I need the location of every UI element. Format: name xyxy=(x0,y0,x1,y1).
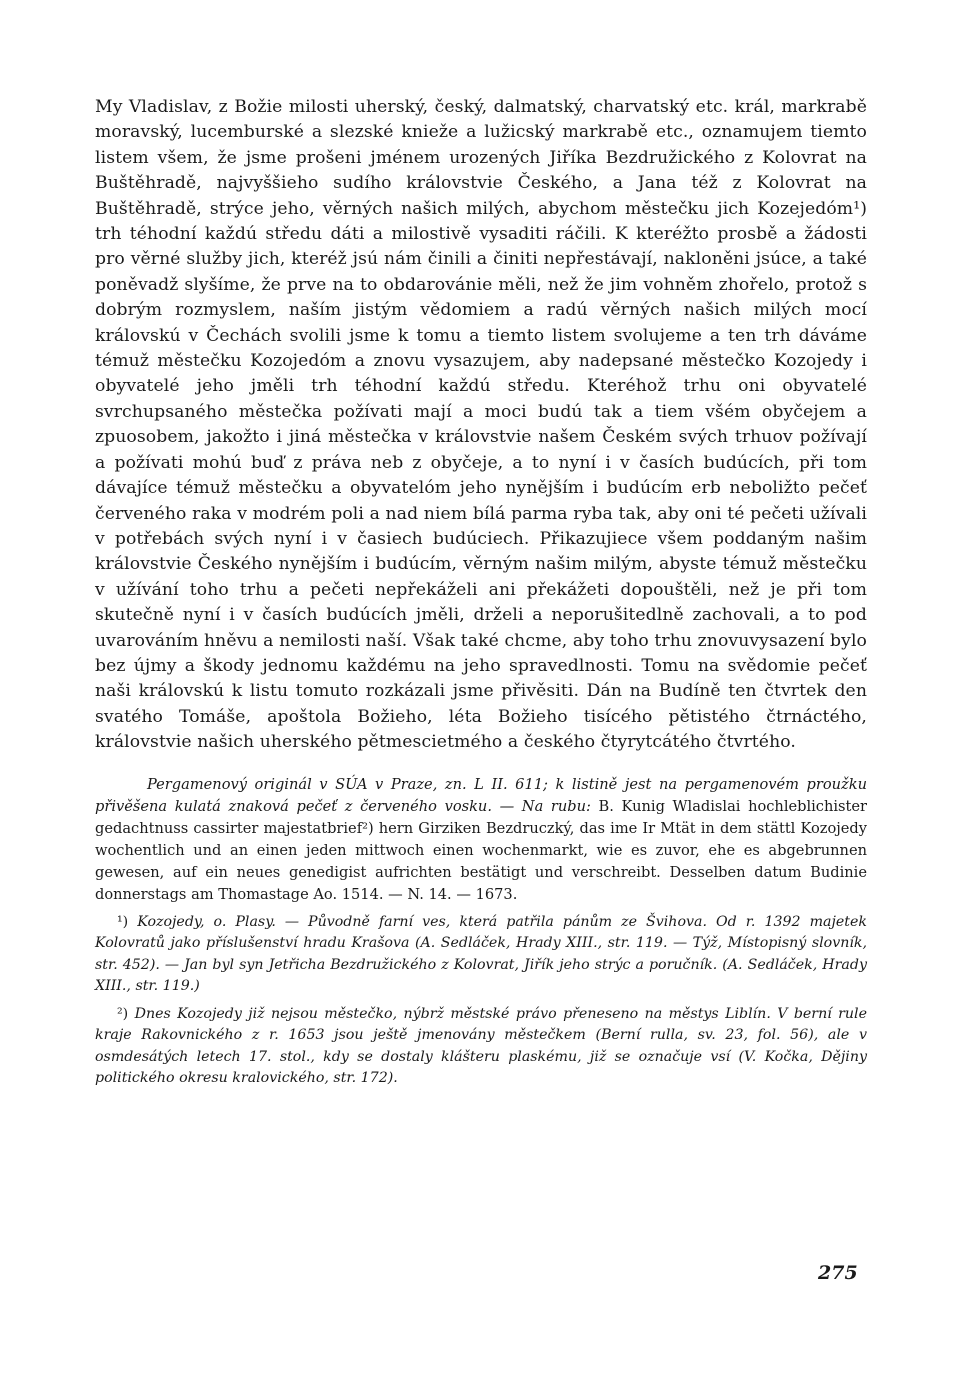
footnote-1-mark: ¹) xyxy=(117,913,129,930)
source-note-italic: Pergamenový originál v SÚA v Praze, zn. L II. 611; k listině jest na pergamenovém proužku přivěšena kulatá znaková pečeť z červeného vosku. — Na rubu: xyxy=(95,775,867,815)
footnote-1-text: Kozojedy, o. Plasy. — Původně farní ves, která patřila pánům ze Švihova. Od r. 1392 majetek Kolovratů jako příslušenství hradu Krašova (A. Sedláček, Hrady XIII., str. 119. — Týž, Místopisný slovník, str. 452). — Jan byl syn Jetřicha Bezdružického z Kolovrat, Jiřík jeho strýc a poručník. (A. Sedláček, Hrady XIII., str. 119.) xyxy=(95,913,867,995)
footnote-2 xyxy=(95,1004,867,1090)
footnote-2-mark: ²) xyxy=(117,1005,129,1022)
charter-text: My Vladislav, z Božie milosti uherský, český, dalmatský, charvatský etc. král, markrabě moravský, lucemburské a slezské knieže a lužicský markrabě etc., oznamujem tiemto listem všem, že jsme prošeni jménem urozených Jiříka Bezdružického z Kolovrat na Buštěhradě, najvyššieho sudího královstvie Českého, a Jana též z Kolovrat na Buštěhradě, strýce jeho, věrných našich milých, abychom městečku jich Kozejedóm¹) trh téhodní každú středu dáti a milostivě vysaditi ráčili. K kteréžto prosbě a žádosti pro věrné služby jich, kteréž jsú nám činili a činiti nepřestávají, nakloněni jsúce, a také poněvadž slyšíme, že prve na to obdarovánie měli, než že jim vohněm zhořelo, protož s dobrým rozmyslem, naším jistým vědomiem a radú věrných našich milých mocí královskú v Čechách svolili jsme k tomu a tiemto listem svolujeme a ten trh dáváme témuž městečku Kozojedóm a znovu vysazujem, aby nadepsané městečko Kozojedy i obyvatelé jeho jměli trh téhodní každú středu. Kteréhož trhu oni obyvatelé svrchupsaného městečka požívati mají a moci budú tak a tiem všém obyčejem a zpuosobem, jakožto i jiná městečka v královstvie našem Českém svých trhuov požívají a požívati mohú buď z práva neb z obyčeje, a to nyní i v časích budúcích, při tom dávajíce témuž městečku a obyvatelóm jeho nynějším i budúcím erb neboližto pečeť červeného raka v modrém poli a nad niem bílá parma ryba tak, aby oni té pečeti užívali v potřebách svých nyní i v časiech budúciech. Přikazujiece všem poddaným našim královstvie Českého nynějším i budúcím, věrným našim milým, abyste témuž městečku v užívání toho trhu a pečeti nepřekáželi ani překážeti dopouštěli, než je při tom skutečně nyní i v časích budúcích jměli, drželi a neporušitedlně zachovali, a to pod uvarováním hněvu a nemilosti naší. Však také chcme, aby toho trhu znovuvysazení bylo bez újmy a škody jednomu každému na jeho spravedlnosti. Tomu na svědomie pečeť naši královskú k listu tomuto rozkázali jsme přivěsiti. Dán na Budíně ten čtvrtek den svatého Tomáše, apoštola Božieho, léta Božieho tisícého pětistého čtrnáctého, královstvie našich uherského pětmescietmého a českého čtyrytcátého čtvrtého. xyxy=(95,97,867,753)
footnote-1 xyxy=(95,912,867,998)
source-note-text: B. Kunig Wladislai hochleblichister gedachtnuss cassirter majestatbrief²) hern Girziken Bezdruczký, das ime Ir Mtät in dem stättl Kozojedy wochentlich und an einen jeden mittwoch einen wochenmarkt, wie es zuvor, ehe es abgebrunnen gewesen, auf ein neues genedigist aufrichten bestätigt und verschreibt. Desselben datum Budinie donnerstags am Thomastage Ao. 1514. — N. 14. — 1673. xyxy=(95,797,868,903)
source-note xyxy=(95,774,867,906)
page-number: 275 xyxy=(818,1262,858,1284)
footnote-2-text: Dnes Kozojedy již nejsou městečko, nýbrž městské právo přeneseno na městys Liblín. V berní rule kraje Rakovnického z r. 1653 jsou ještě jmenovány městečkem (Berní rulla, sv. 23, fol. 56), ale v osmdesátých letech 17. stol., kdy se dostaly klášteru plaskému, již se označuje vsí (V. Kočka, Dějiny politického okresu kralovického, str. 172). xyxy=(95,1005,867,1087)
document-page xyxy=(95,95,867,1090)
